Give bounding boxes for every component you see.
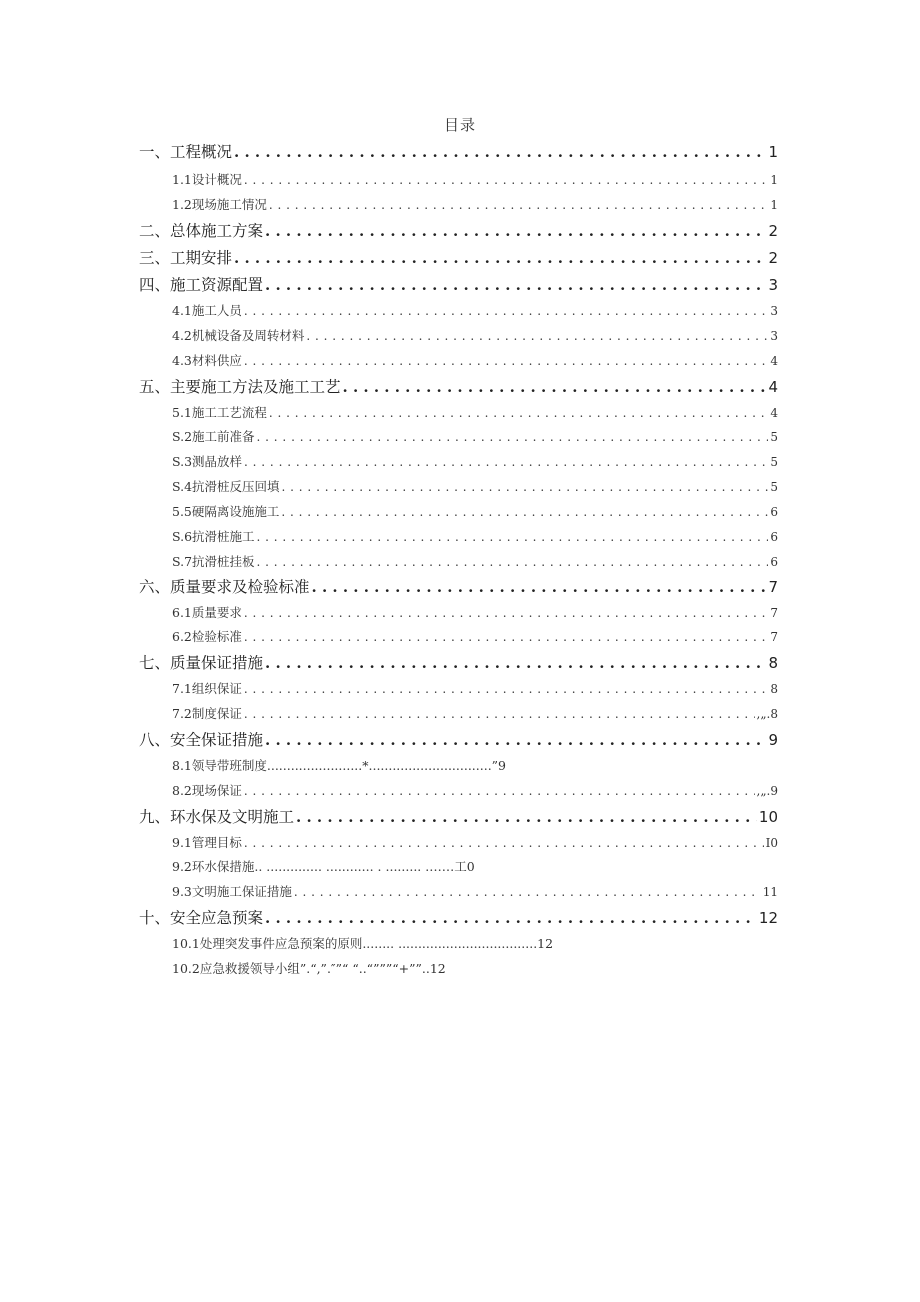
- toc-page-number: 7: [770, 630, 778, 644]
- toc-entry-label: 三、工期安排: [139, 249, 233, 267]
- toc-entry-chapter[interactable]: [139, 805, 778, 829]
- toc-dot-leader: [265, 654, 766, 672]
- toc-page-number: 4: [768, 378, 778, 396]
- toc-entry-section[interactable]: [172, 627, 778, 647]
- toc-entry-label: 五、主要施工方法及施工工艺: [139, 378, 341, 396]
- toc-entry-label: S.4抗滑桩反压回填: [172, 479, 280, 494]
- toc-page-number: 3: [770, 329, 778, 343]
- toc-entry-section[interactable]: [172, 833, 778, 853]
- toc-dot-leader: [244, 629, 768, 644]
- toc-dot-leader: [265, 222, 766, 240]
- toc-dot-leader: [257, 529, 769, 544]
- toc-dot-leader: [234, 249, 766, 267]
- toc-page-number: 3: [770, 304, 778, 318]
- toc-entry-section[interactable]: [172, 679, 778, 699]
- toc-page-number: 6: [770, 505, 778, 519]
- toc-entry-label: 10.1处理突发事件应急预案的原则........ ...................................12: [172, 936, 554, 951]
- toc-entry-chapter[interactable]: [139, 575, 778, 599]
- toc-dot-leader: [234, 143, 766, 161]
- toc-title: 目录: [443, 116, 476, 134]
- toc-entry-section[interactable]: [172, 326, 778, 346]
- toc-entry-section[interactable]: [172, 527, 778, 547]
- toc-entry-section[interactable]: [172, 301, 778, 321]
- toc-dot-leader: [244, 681, 768, 696]
- toc-page-number: 1: [770, 198, 778, 212]
- toc-dot-leader: [294, 884, 761, 899]
- toc-entry-label: 10.2应急救援领导小组”.“,”.″”“ “..“”””“+””..12: [172, 961, 446, 976]
- toc-dot-leader: [244, 172, 768, 187]
- toc-entry-section[interactable]: [172, 351, 778, 371]
- toc-entry-label: S.2施工前准备: [172, 429, 255, 444]
- toc-dot-leader: [244, 835, 764, 850]
- toc-entry-label: 7.2制度保证: [172, 706, 242, 721]
- toc-entry-section[interactable]: [172, 959, 778, 979]
- toc-dot-leader: [282, 479, 769, 494]
- toc-page-number: 1: [770, 173, 778, 187]
- toc-entry-label: 4.3材料供应: [172, 353, 242, 368]
- toc-page-number: I0: [765, 836, 778, 850]
- toc-dot-leader: [244, 353, 768, 368]
- toc-dot-leader: [269, 405, 768, 420]
- toc-page-number: 12: [758, 909, 778, 927]
- toc-page-number: ,„.8: [756, 707, 778, 721]
- toc-entry-label: 七、质量保证措施: [139, 654, 264, 672]
- toc-entry-chapter[interactable]: [139, 219, 778, 243]
- toc-page-number: 6: [770, 555, 778, 569]
- toc-entry-section[interactable]: [172, 552, 778, 572]
- toc-page-number: 4: [770, 354, 778, 368]
- toc-entry-section[interactable]: [172, 477, 778, 497]
- toc-dot-leader: [281, 504, 768, 519]
- toc-entry-section[interactable]: [172, 934, 778, 954]
- toc-page-number: 2: [768, 222, 778, 240]
- toc-dot-leader: [312, 578, 767, 596]
- toc-entry-label: 九、环水保及文明施工: [139, 808, 295, 826]
- toc-entry-label: 一、工程概况: [139, 143, 233, 161]
- toc-entry-label: S.7抗滑桩挂板: [172, 554, 255, 569]
- toc-dot-leader: [257, 429, 769, 444]
- toc-entry-label: 8.1领导带班制度........................*...............................”9: [172, 758, 507, 773]
- toc-dot-leader: [306, 328, 768, 343]
- toc-page-number: 6: [770, 530, 778, 544]
- toc-entry-label: 6.1质量要求: [172, 605, 242, 620]
- toc-entry-chapter[interactable]: [139, 651, 778, 675]
- toc-dot-leader: [244, 303, 768, 318]
- toc-page-number: 5: [770, 455, 778, 469]
- toc-page-number: 8: [770, 682, 778, 696]
- toc-page-number: 5: [770, 430, 778, 444]
- toc-entry-label: 八、安全保证措施: [139, 731, 264, 749]
- toc-dot-leader: [244, 454, 768, 469]
- toc-entry-label: 5.5硬隔离设施施工: [172, 504, 280, 519]
- toc-entry-label: 二、总体施工方案: [139, 222, 264, 240]
- toc-dot-leader: [257, 554, 769, 569]
- toc-dot-leader: [269, 197, 768, 212]
- toc-dot-leader: [343, 378, 767, 396]
- toc-entry-label: 7.1组织保证: [172, 681, 242, 696]
- toc-page-number: 4: [770, 406, 778, 420]
- toc-entry-label: 9.3文明施工保证措施: [172, 884, 292, 899]
- toc-page-number: 7: [768, 578, 778, 596]
- toc-entry-section[interactable]: [172, 452, 778, 472]
- toc-entry-chapter[interactable]: [139, 273, 778, 297]
- toc-entry-label: 4.1施工人员: [172, 303, 242, 318]
- toc-page-number: 3: [768, 276, 778, 294]
- toc-page-number: ,„.9: [756, 784, 778, 798]
- toc-page-number: 1: [768, 143, 778, 161]
- toc-entry-label: 四、施工资源配置: [139, 276, 264, 294]
- toc-entry-section[interactable]: [172, 756, 778, 776]
- toc-entry-chapter[interactable]: [139, 375, 778, 399]
- toc-entry-section[interactable]: [172, 781, 778, 801]
- toc-dot-leader: [244, 783, 755, 798]
- toc-entry-label: 1.1设计概况: [172, 172, 242, 187]
- toc-dot-leader: [296, 808, 757, 826]
- toc-entry-label: 9.2环水保措施.. .............. ............ . ......... .……工0: [172, 859, 475, 874]
- toc-page-number: 9: [768, 731, 778, 749]
- toc-entry-chapter[interactable]: [139, 906, 778, 930]
- toc-entry-section[interactable]: [172, 857, 778, 877]
- toc-page-number: 2: [768, 249, 778, 267]
- toc-dot-leader: [265, 909, 757, 927]
- toc-entry-label: 8.2现场保证: [172, 783, 242, 798]
- toc-dot-leader: [244, 605, 768, 620]
- toc-dot-leader: [244, 706, 755, 721]
- toc-entry-chapter[interactable]: [139, 728, 778, 752]
- toc-entry-section[interactable]: [172, 170, 778, 190]
- toc-page-number: 7: [770, 606, 778, 620]
- toc-entry-section[interactable]: [172, 882, 778, 902]
- toc-entry-label: 9.1管理目标: [172, 835, 242, 850]
- toc-entry-section[interactable]: [172, 502, 778, 522]
- toc-entry-label: S.6抗滑桩施工: [172, 529, 255, 544]
- toc-page-number: 8: [768, 654, 778, 672]
- toc-page-number: 5: [770, 480, 778, 494]
- toc-entry-chapter[interactable]: [139, 140, 778, 164]
- toc-entry-label: 6.2检验标准: [172, 629, 242, 644]
- toc-entry-section[interactable]: [172, 603, 778, 623]
- toc-entry-label: 十、安全应急预案: [139, 909, 264, 927]
- toc-dot-leader: [265, 276, 766, 294]
- toc-entry-label: 5.1施工工艺流程: [172, 405, 267, 420]
- toc-entry-label: S.3测晶放样: [172, 454, 243, 469]
- toc-dot-leader: [265, 731, 766, 749]
- toc-entry-label: 4.2机械设备及周转材料: [172, 328, 305, 343]
- toc-entry-label: 六、质量要求及检验标准: [139, 578, 310, 596]
- toc-page-number: 11: [762, 885, 778, 899]
- toc-entry-label: 1.2现场施工情况: [172, 197, 267, 212]
- toc-entry-chapter[interactable]: [139, 246, 778, 270]
- toc-page-number: 10: [758, 808, 778, 826]
- toc-entry-section[interactable]: [172, 403, 778, 423]
- toc-entry-section[interactable]: [172, 704, 778, 724]
- toc-entry-section[interactable]: [172, 195, 778, 215]
- toc-entry-section[interactable]: [172, 427, 778, 447]
